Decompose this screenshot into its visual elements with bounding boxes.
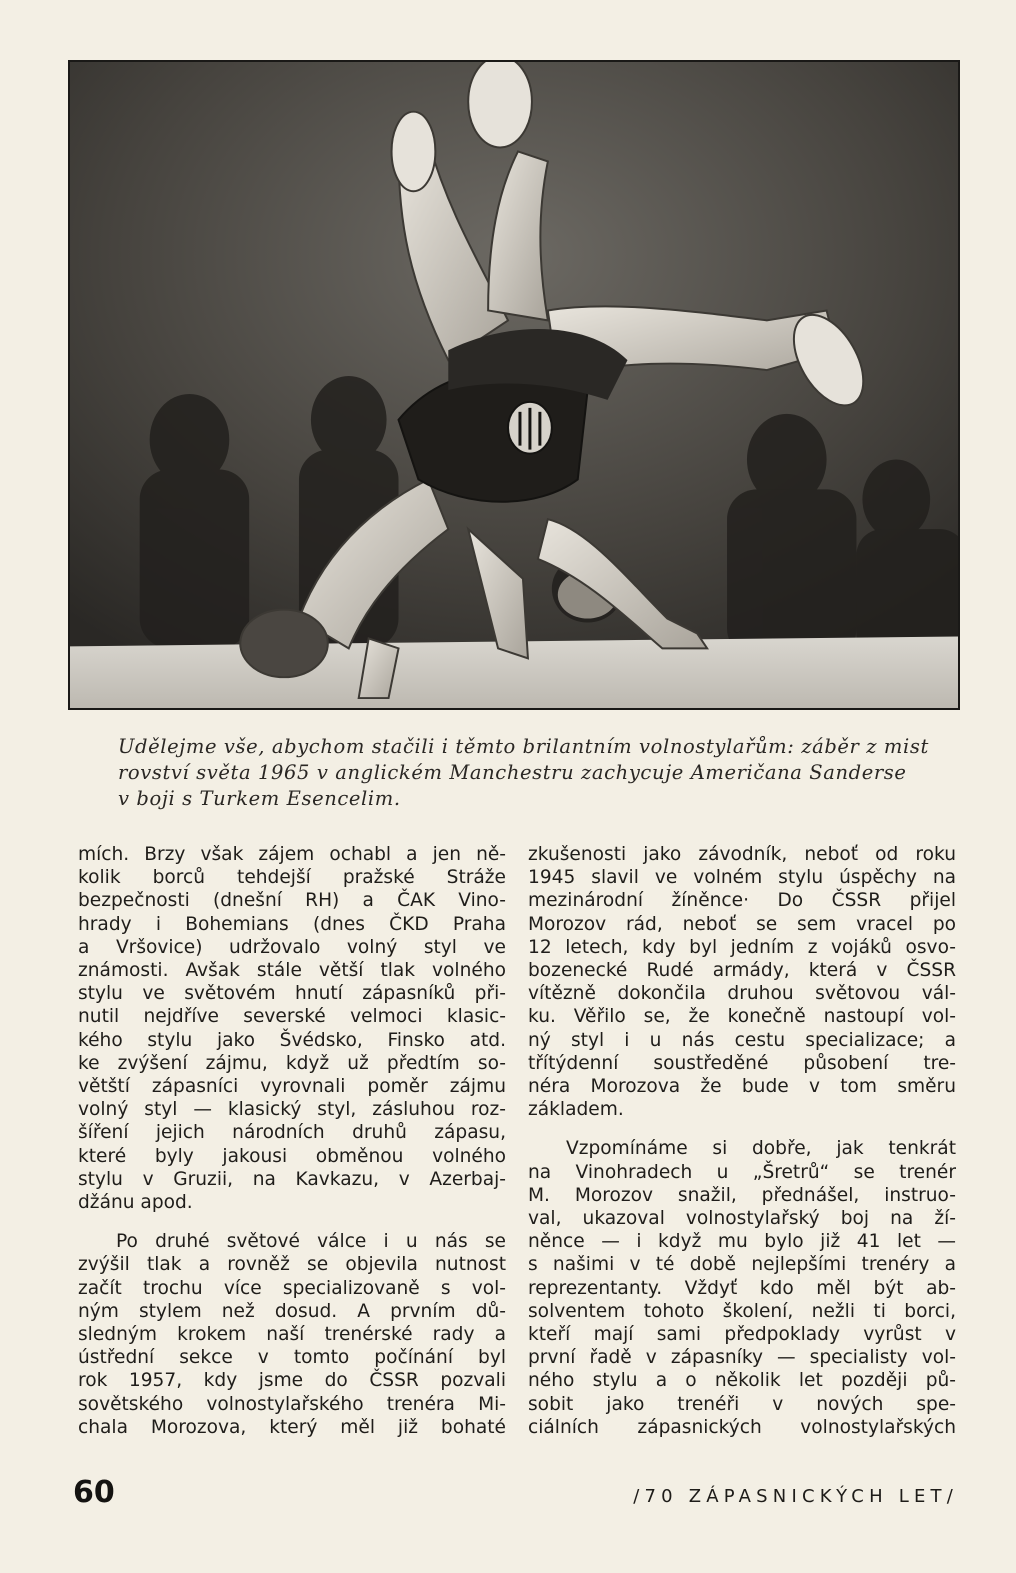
text-line: néra Morozova že bude v tom směru <box>528 1076 956 1098</box>
text-line: stylu v Gruzii, na Kavkazu, v Azerbaj- <box>78 1168 506 1190</box>
text-line: sovětského volnostylařského trenéra Mi- <box>78 1393 506 1415</box>
text-line: solventem tohoto školení, nežli ti borci, <box>528 1300 956 1322</box>
text-line: kého stylu jako Švédsko, Finsko atd. <box>78 1029 506 1051</box>
text-line: známosti. Avšak stále větší tlak volného <box>78 960 506 982</box>
caption-line: v boji s Turkem Esencelim. <box>118 787 401 810</box>
text-line: Morozov rád, neboť se sem vracel po <box>528 913 956 935</box>
text-line: bozenecké Rudé armády, která v ČSSR <box>528 960 956 982</box>
text-line: ného stylu a o několik let později pů- <box>528 1370 956 1392</box>
running-head: /70 ZÁPASNICKÝCH LET/ <box>633 1486 958 1507</box>
text-line: větští zápasníci vyrovnali poměr zájmu <box>78 1076 506 1098</box>
text-line: bezpečnosti (dnešní RH) a ČAK Vino- <box>78 890 506 912</box>
right-column <box>528 843 956 1455</box>
text-line: na Vinohradech u „Šretrů“ se trenér <box>528 1161 956 1183</box>
text-line: sledným krokem naší trenérské rady a <box>78 1324 506 1346</box>
text-line: ciálních zápasnických volnostylařských <box>528 1416 956 1438</box>
text-line: s našimi v té době nejlepšími trenéry a <box>528 1254 956 1276</box>
text-line: mích. Brzy však zájem ochabl a jen ně- <box>78 844 506 865</box>
text-line: a Vršovice) udržovalo volný styl ve <box>78 936 506 958</box>
text-line: třítýdenní soustředěné působení tre- <box>528 1052 956 1074</box>
text-line: 1945 slavil ve volném stylu úspěchy na <box>528 867 956 889</box>
text-line: M. Morozov snažil, přednášel, instruo- <box>528 1184 956 1206</box>
text-line: ústřední sekce v tomto počínání byl <box>78 1347 506 1369</box>
text-line: mezinárodní žíněnce· Do ČSSR přijel <box>528 890 956 912</box>
text-line: kolik borců tehdejší pražské Stráže <box>78 867 506 889</box>
text-line: nutil nejdříve severské velmoci klasic- <box>78 1006 506 1028</box>
wrestling-photo-icon <box>70 62 958 708</box>
paragraph <box>528 1137 956 1439</box>
wrestling-photo <box>68 60 960 710</box>
text-line: Po druhé světové válce i u nás se <box>116 1231 506 1253</box>
text-line: začít trochu více specializovaně s vol- <box>78 1277 506 1299</box>
text-line: ný styl i u nás cestu specializace; a <box>528 1029 956 1051</box>
text-line: hrady i Bohemians (dnes ČKD Praha <box>78 913 506 935</box>
text-line: Vzpomínáme si dobře, jak tenkrát <box>566 1138 956 1160</box>
text-line: rok 1957, kdy jsme do ČSSR pozvali <box>78 1370 506 1392</box>
text-line: sobit jako trenéři v nových spe- <box>528 1393 956 1415</box>
text-line: ke zvýšení zájmu, když už předtím so- <box>78 1052 506 1074</box>
paragraph <box>528 843 956 1121</box>
text-line: které byly jakousi obměnou volného <box>78 1145 506 1167</box>
left-column <box>78 843 506 1455</box>
text-line: zkušenosti jako závodník, neboť od roku <box>528 844 956 865</box>
paragraph <box>78 843 506 1214</box>
text-line: val, ukazoval volnostylařský boj na ží- <box>528 1208 956 1230</box>
text-line: kteří mají sami předpoklady vyrůst v <box>528 1324 956 1346</box>
text-line: vítězně dokončila druhou světovou vál- <box>528 983 956 1005</box>
page-number: 60 <box>73 1475 115 1510</box>
photo-caption <box>118 734 958 812</box>
text-line: reprezentanty. Vždyť kdo měl být ab- <box>528 1277 956 1299</box>
text-line: ným stylem než dosud. A prvním dů- <box>78 1300 506 1322</box>
text-line: volný styl — klasický styl, zásluhou roz- <box>78 1099 506 1121</box>
paragraph <box>78 1230 506 1439</box>
text-line: ku. Věřilo se, že konečně nastoupí vol- <box>528 1006 956 1028</box>
text-line: zvýšil tlak a rovněž se objevila nutnost <box>78 1254 506 1276</box>
text-line: první řadě v zápasníky — specialisty vol- <box>528 1347 956 1369</box>
text-line: džánu apod. <box>78 1192 193 1214</box>
caption-line: rovství světa 1965 v anglickém Manchestru zachycuje Američana Sanderse <box>118 761 907 784</box>
text-line: základem. <box>528 1099 624 1121</box>
text-line: 12 letech, kdy byl jedním z vojáků osvo- <box>528 936 956 958</box>
text-line: šíření jejich národních druhů zápasu, <box>78 1122 506 1144</box>
caption-line: Udělejme vše, abychom stačili i těmto brilantním volnostylařům: záběr z mist <box>118 735 929 758</box>
text-line: stylu ve světovém hnutí zápasníků při- <box>78 983 506 1005</box>
text-line: něnce — i když mu bylo již 41 let — <box>528 1231 956 1253</box>
text-line: chala Morozova, který měl již bohaté <box>78 1416 506 1438</box>
